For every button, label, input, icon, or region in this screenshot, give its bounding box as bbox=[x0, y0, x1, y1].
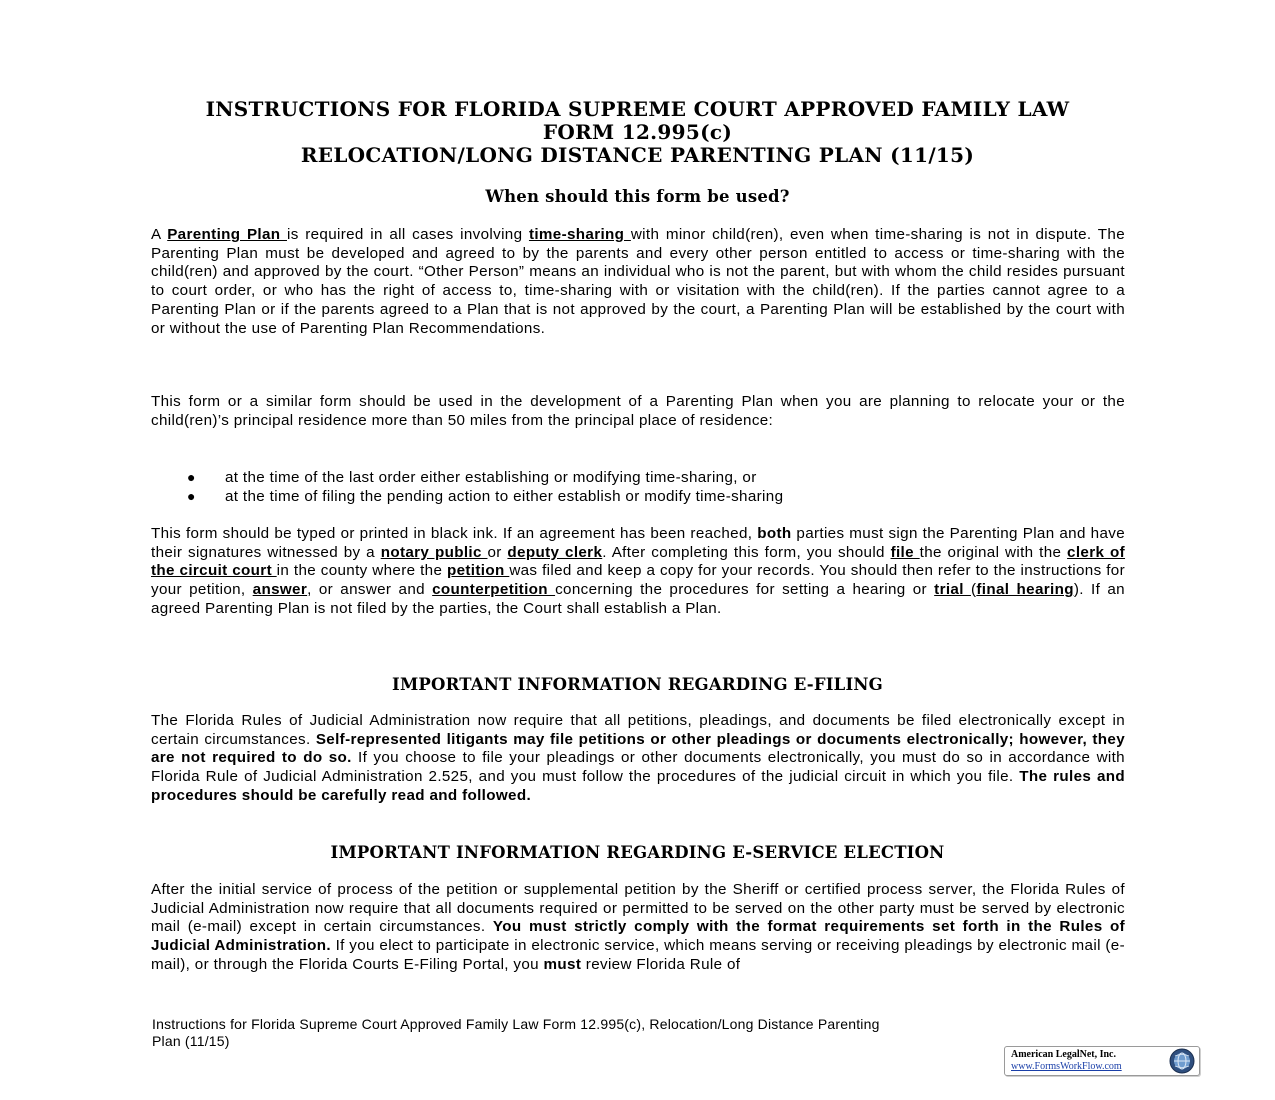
bullet-icon: ● bbox=[187, 488, 196, 504]
text: ). If an agreed Parenting Plan is not filed by the parties, the Court shall establish a Plan. bbox=[151, 581, 1125, 617]
document-title bbox=[150, 98, 1125, 167]
section-heading-e-filing: IMPORTANT INFORMATION REGARDING E-FILING bbox=[392, 675, 883, 694]
logo-website-link[interactable]: www.FormsWorkFlow.com bbox=[1011, 1061, 1122, 1072]
emphasis: The rules and procedures should be carefully read and followed. bbox=[151, 768, 1125, 804]
term-petition: petition bbox=[446, 562, 510, 580]
bullet-list bbox=[151, 468, 1125, 506]
text: parties must sign the Parenting Plan and have their signatures witnessed by a bbox=[151, 525, 1125, 561]
text: If you elect to participate in electronic service, which means serving or receiving pleadings by electronic mail (e-mail), or through the Florida Courts E-Filing Portal, you bbox=[151, 937, 1125, 973]
term-parenting-plan: Parenting Plan bbox=[167, 226, 287, 243]
bullet-icon: ● bbox=[187, 469, 196, 485]
paragraph-e-filing bbox=[151, 712, 1125, 806]
text: was filed and keep a copy for your records. You should then refer to the instructions for your petition, bbox=[151, 562, 1126, 599]
text: If you choose to file your pleadings or other documents electronically, you must do so in accordance with Florida Rule of Judicial Administration 2.525, and you must follow the procedures of the judicial circuit in which you file. bbox=[151, 749, 1125, 786]
text: is required in all cases involving bbox=[286, 226, 529, 243]
section-heading-when: When should this form be used? bbox=[485, 187, 790, 206]
logo-company-name: American LegalNet, Inc. bbox=[1011, 1049, 1116, 1060]
text: The Florida Rules of Judicial Administration now require that all petitions, pleadings, and documents be filed electronically except in certain circumstances. bbox=[151, 712, 1125, 748]
paragraph-instructions bbox=[151, 525, 1125, 619]
text: in the county where the bbox=[276, 562, 447, 580]
list-item-text: at the time of filing the pending action to either establish or modify time-sharing bbox=[225, 488, 784, 505]
title-line-2: FORM 12.995(c) bbox=[542, 120, 733, 144]
emphasis: You must strictly comply with the format requirements set forth in the Rules of Judicial Administration. bbox=[151, 918, 1125, 955]
emphasis: both bbox=[757, 525, 792, 542]
text: This form should be typed or printed in black ink. If an agreement has been reached, bbox=[151, 525, 758, 542]
term-clerk-of-circuit-court: clerk of the circuit court bbox=[151, 543, 1126, 580]
text: or bbox=[487, 543, 508, 561]
text: with minor child(ren), even when time-sharing is not in dispute. The Parenting Plan must be developed and agreed to by the parents and every other person entitled to access or time-sharing with the child(ren) and approved by the court. “Other Person” means an individual who is not the parent, but with whom the child resides pursuant to court order, or who has the right of access to, time-sharing with or visitation with the child(ren). If the parties cannot agree to a Parenting Plan or if the parents agreed to a Plan that is not approved by the court, a Parenting Plan will be established by the court with or without the use of Parenting Plan Recommendations. bbox=[151, 226, 1126, 337]
term-deputy-clerk: deputy clerk bbox=[507, 543, 603, 561]
paragraph-e-service bbox=[151, 881, 1125, 975]
term-final-hearing: final hearing bbox=[976, 581, 1074, 599]
text: A bbox=[151, 226, 168, 243]
title-line-3: RELOCATION/LONG DISTANCE PARENTING PLAN (11/15) bbox=[300, 143, 975, 167]
footer-line-1: Instructions for Florida Supreme Court Approved Family Law Form 12.995(c), Relocation/Long Distance Parenting bbox=[152, 1016, 880, 1032]
list-item bbox=[151, 468, 1125, 487]
text: ( bbox=[970, 581, 977, 599]
term-answer: answer bbox=[252, 581, 308, 599]
paragraph-parenting-plan bbox=[151, 226, 1125, 338]
term-counterpetition: counterpetition bbox=[432, 581, 556, 599]
list-item bbox=[151, 487, 1125, 506]
emphasis: Self-represented litigants may file petitions or other pleadings or documents electronically; however, they are not required to do so. bbox=[151, 730, 1125, 767]
american-legalnet-logo[interactable] bbox=[1004, 1046, 1200, 1076]
text: the original with the bbox=[919, 543, 1068, 561]
globe-icon bbox=[1169, 1048, 1195, 1074]
text: review Florida Rule of bbox=[581, 955, 741, 973]
term-notary-public: notary public bbox=[380, 543, 488, 561]
list-item-text: at the time of the last order either establishing or modifying time-sharing, or bbox=[225, 469, 757, 486]
paragraph-when-to-use: This form or a similar form should be used in the development of a Parenting Plan when you are planning to relocate your or the child(ren)’s principal residence more than 50 miles from the principal place of residence: bbox=[151, 393, 1125, 429]
text: , or answer and bbox=[307, 581, 433, 599]
footer-line-2: Plan (11/15) bbox=[152, 1033, 230, 1049]
term-file: file bbox=[890, 543, 920, 561]
text: . After completing this form, you should bbox=[602, 543, 891, 561]
title-line-1: INSTRUCTIONS FOR FLORIDA SUPREME COURT APPROVED FAMILY LAW bbox=[205, 97, 1070, 121]
term-time-sharing: time-sharing bbox=[528, 226, 631, 243]
section-heading-e-service: IMPORTANT INFORMATION REGARDING E-SERVICE ELECTION bbox=[330, 843, 945, 862]
text: After the initial service of process of the petition or supplemental petition by the Sheriff or certified process server, the Florida Rules of Judicial Administration now require that all documents required or permitted to be served on the other party must be served by electronic mail (e-mail) except in certain circumstances. bbox=[151, 881, 1125, 936]
page-footer bbox=[152, 1016, 1112, 1050]
term-trial: trial bbox=[934, 581, 971, 599]
emphasis: must bbox=[543, 955, 582, 973]
text: concerning the procedures for setting a hearing or bbox=[555, 581, 935, 599]
